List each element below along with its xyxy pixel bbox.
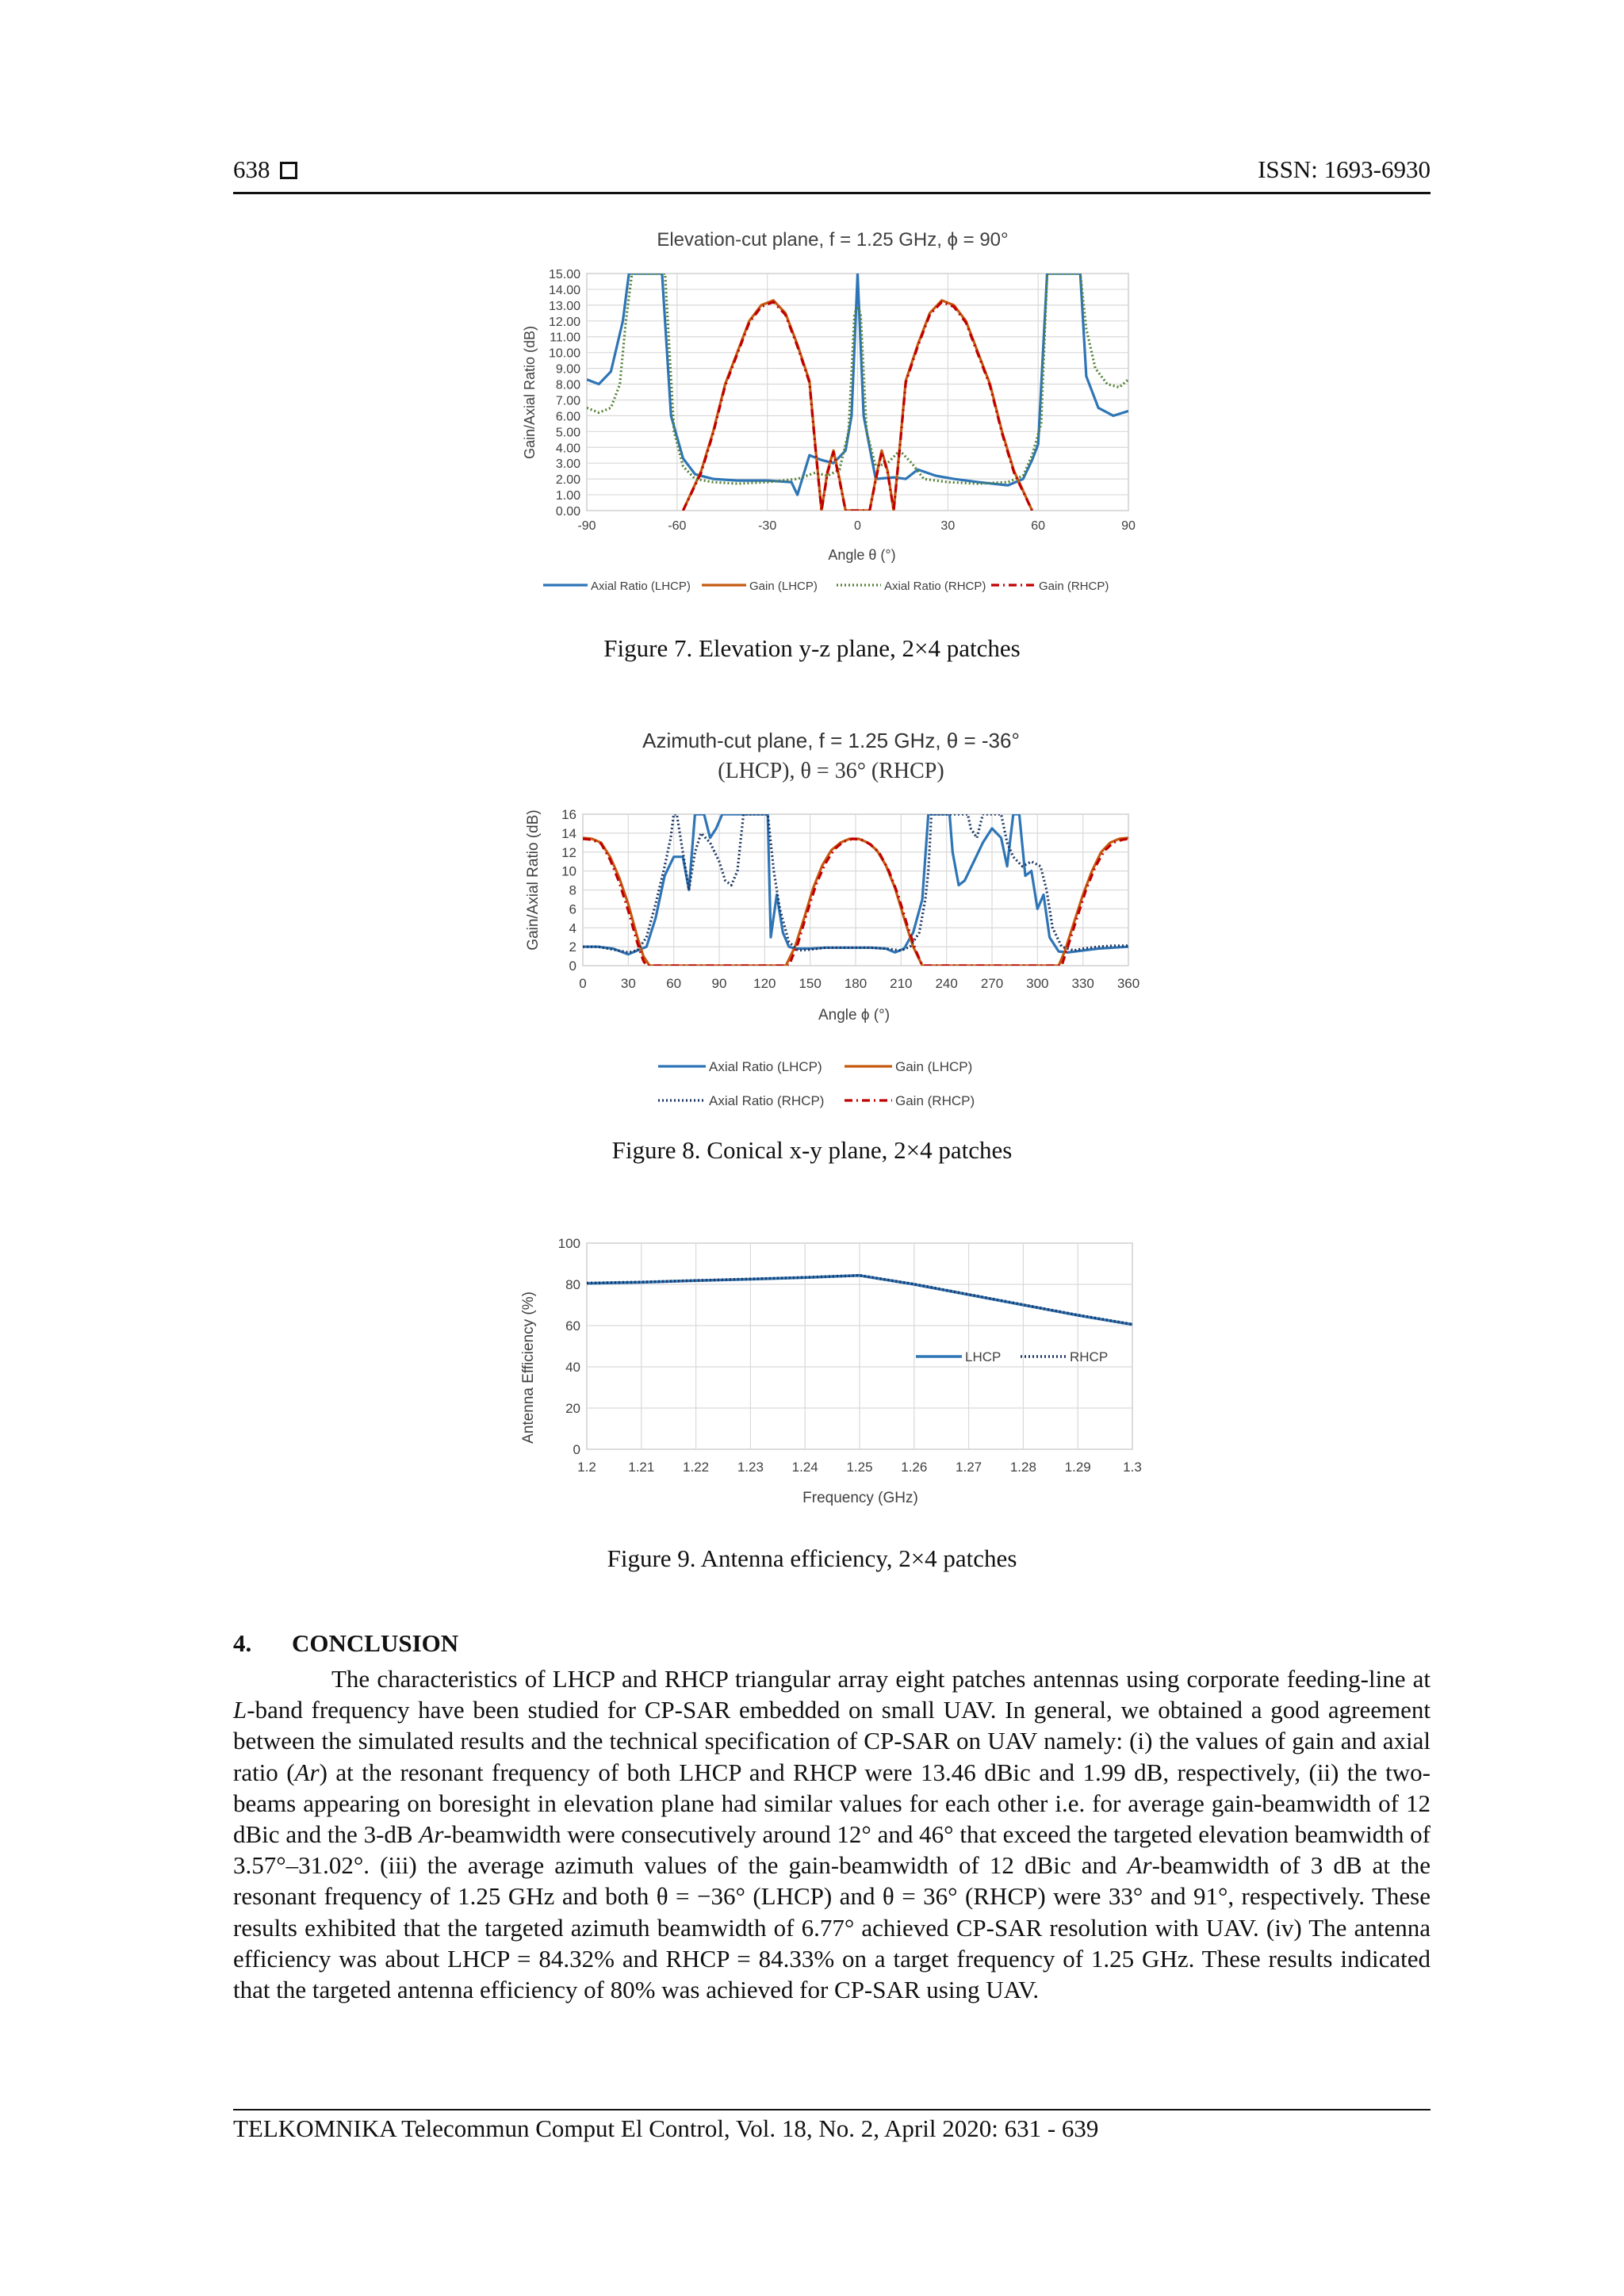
y-tick-label: 2 [569, 939, 576, 955]
section-title: CONCLUSION [292, 1629, 459, 1657]
footer-citation: TELKOMNIKA Telecommun Comput El Control, Vol. 18, No. 2, April 2020: 631 - 639 [233, 2114, 1099, 2142]
y-tick-label: 10.00 [548, 346, 580, 361]
x-tick-label: 1.28 [1009, 1460, 1036, 1475]
x-tick-label: 240 [935, 976, 958, 991]
y-axis-label: Gain/Axial Ratio (dB) [522, 325, 538, 460]
legend-label: Axial Ratio (RHCP) [884, 580, 986, 593]
section-number: 4. [233, 1629, 252, 1657]
x-tick-label: 150 [799, 976, 822, 991]
y-tick-label: 12.00 [548, 315, 580, 329]
y-tick-label: 15.00 [548, 268, 580, 281]
figure-7-chart [508, 214, 1158, 603]
y-tick-label: 1.00 [555, 489, 580, 503]
legend-label: Axial Ratio (LHCP) [709, 1059, 822, 1074]
legend-label: Gain (RHCP) [895, 1093, 975, 1108]
legend-label: Axial Ratio (LHCP) [591, 580, 691, 593]
header-rule [233, 192, 1431, 194]
legend-label: Gain (LHCP) [749, 580, 818, 593]
y-axis-label: Gain/Axial Ratio (dB) [525, 809, 542, 951]
y-tick-label: 20 [565, 1401, 580, 1416]
x-tick-label: 60 [1031, 519, 1046, 533]
y-tick-label: 0 [573, 1442, 580, 1457]
x-tick-label: 90 [711, 976, 727, 991]
y-tick-label: 100 [557, 1236, 580, 1251]
x-tick-label: 0 [854, 519, 861, 533]
y-tick-label: 6 [569, 901, 576, 917]
y-tick-label: 3.00 [555, 457, 580, 472]
figure-7-caption: Figure 7. Elevation y-z plane, 2×4 patches [603, 634, 1021, 662]
y-tick-label: 4 [569, 920, 576, 936]
x-tick-label: 30 [940, 519, 956, 533]
y-tick-label: 40 [565, 1360, 580, 1375]
x-tick-label: 210 [890, 976, 913, 991]
issn: ISSN: 1693-6930 [1258, 155, 1431, 183]
x-tick-label: 270 [980, 976, 1004, 991]
legend-label: LHCP [965, 1349, 1002, 1364]
chart-title-line2: (LHCP), θ = 36° (RHCP) [718, 759, 944, 783]
y-tick-label: 12 [561, 844, 576, 860]
conclusion-paragraph: The characteristics of LHCP and RHCP triangular array eight patches antennas using corporate feeding-line at L-band frequency have been studied for CP-SAR embedded on small UAV. In general, we obtained a good agreement between the simulated results and the technical specification of CP-SAR on UAV namely: (i) the values of gain and axial ratio (Ar) at the resonant frequency of both LHCP and RHCP were 13.46 dBic and 1.99 dB, respectively, (ii) the two-beams appearing on boresight in elevation plane had similar values for each other i.e. for average gain-beamwidth of 12 dBic and the 3-dB Ar-beamwidth were consecutively around 12° and 46° that exceed the targeted elevation beamwidth of 3.57°–31.02°. (iii) the average azimuth values of the gain-beamwidth of 12 dBic and Ar-beamwidth of 3 dB at the resonant frequency of 1.25 GHz and both θ = −36° (LHCP) and θ = 36° (RHCP) were 33° and 91°, respectively. These results exhibited that the targeted azimuth beamwidth of 6.77° achieved CP-SAR resolution with UAV. (iv) The antenna efficiency was about LHCP = 84.32% and RHCP = 84.33% on a target frequency of 1.25 GHz. These results indicated that the targeted antenna efficiency of 80% was achieved for CP-SAR using UAV. [233, 1665, 1431, 2004]
legend-item [702, 580, 818, 593]
y-tick-label: 14 [561, 825, 576, 841]
y-tick-label: 60 [565, 1318, 580, 1334]
y-tick-label: 2.00 [555, 473, 580, 488]
legend-item [991, 580, 1109, 593]
page-number: 638 [233, 155, 297, 184]
x-tick-label: 360 [1116, 976, 1140, 991]
x-tick-label: 1.22 [683, 1460, 710, 1475]
y-tick-label: 0 [569, 959, 576, 974]
chart-title: Elevation-cut plane, f = 1.25 GHz, ϕ = 90° [657, 229, 1009, 251]
x-tick-label: 1.29 [1064, 1460, 1091, 1475]
x-axis-label: Angle θ (°) [828, 547, 896, 563]
x-tick-label: 180 [844, 976, 868, 991]
legend-item [658, 1093, 824, 1108]
x-tick-label: 300 [1026, 976, 1049, 991]
figure-8-caption: Figure 8. Conical x-y plane, 2×4 patches [611, 1136, 1013, 1164]
y-tick-label: 4.00 [555, 442, 580, 456]
y-axis-label: Antenna Efficiency (%) [520, 1292, 537, 1444]
x-tick-label: 60 [666, 976, 682, 991]
x-tick-label: 1.2 [577, 1460, 596, 1475]
legend-label: Axial Ratio (RHCP) [709, 1093, 825, 1108]
chart-title-line1: Azimuth-cut plane, f = 1.25 GHz, θ = -36° [642, 729, 1020, 752]
y-tick-label: 8 [569, 882, 576, 898]
x-tick-label: 1.24 [791, 1460, 818, 1475]
x-tick-label: 120 [753, 976, 776, 991]
legend-label: RHCP [1070, 1349, 1109, 1364]
x-tick-label: -60 [668, 519, 687, 533]
y-tick-label: 80 [565, 1277, 580, 1292]
legend-item [543, 580, 691, 593]
y-tick-label: 16 [561, 807, 576, 822]
legend-label: Gain (RHCP) [1039, 580, 1109, 593]
x-tick-label: 1.23 [737, 1460, 764, 1475]
y-tick-label: 14.00 [548, 283, 580, 297]
legend-item [837, 580, 986, 593]
conclusion-body [233, 1663, 1431, 2005]
y-tick-label: 6.00 [555, 410, 580, 424]
x-axis-label: Angle ϕ (°) [818, 1007, 891, 1024]
y-tick-label: 10 [561, 863, 576, 879]
x-tick-label: 0 [579, 976, 587, 991]
y-tick-label: 11.00 [550, 331, 580, 345]
y-tick-label: 5.00 [555, 426, 580, 440]
x-tick-label: -30 [758, 519, 777, 533]
x-tick-label: 1.3 [1123, 1460, 1142, 1475]
figure-9-chart [508, 1221, 1158, 1514]
x-tick-label: 1.26 [901, 1460, 928, 1475]
x-tick-label: 90 [1121, 519, 1136, 533]
square-bullet-icon [280, 162, 297, 179]
y-tick-label: 13.00 [548, 299, 580, 313]
y-tick-label: 8.00 [555, 378, 580, 392]
x-axis-label: Frequency (GHz) [802, 1490, 918, 1506]
y-tick-label: 7.00 [555, 394, 580, 408]
figure-8-chart [508, 718, 1158, 1114]
x-tick-label: -90 [577, 519, 596, 533]
legend-item [658, 1059, 822, 1074]
x-tick-label: 1.27 [956, 1460, 982, 1475]
y-tick-label: 0.00 [555, 505, 580, 519]
y-tick-label: 9.00 [555, 362, 580, 377]
x-tick-label: 330 [1071, 976, 1094, 991]
x-tick-label: 30 [620, 976, 636, 991]
section-heading [233, 1629, 458, 1658]
legend-item [845, 1093, 975, 1108]
x-tick-label: 1.25 [846, 1460, 873, 1475]
x-tick-label: 1.21 [628, 1460, 655, 1475]
legend-label: Gain (LHCP) [895, 1059, 973, 1074]
footer-rule [233, 2109, 1431, 2110]
figure-9-caption: Figure 9. Antenna efficiency, 2×4 patches [607, 1544, 1017, 1572]
legend-item [845, 1059, 972, 1074]
